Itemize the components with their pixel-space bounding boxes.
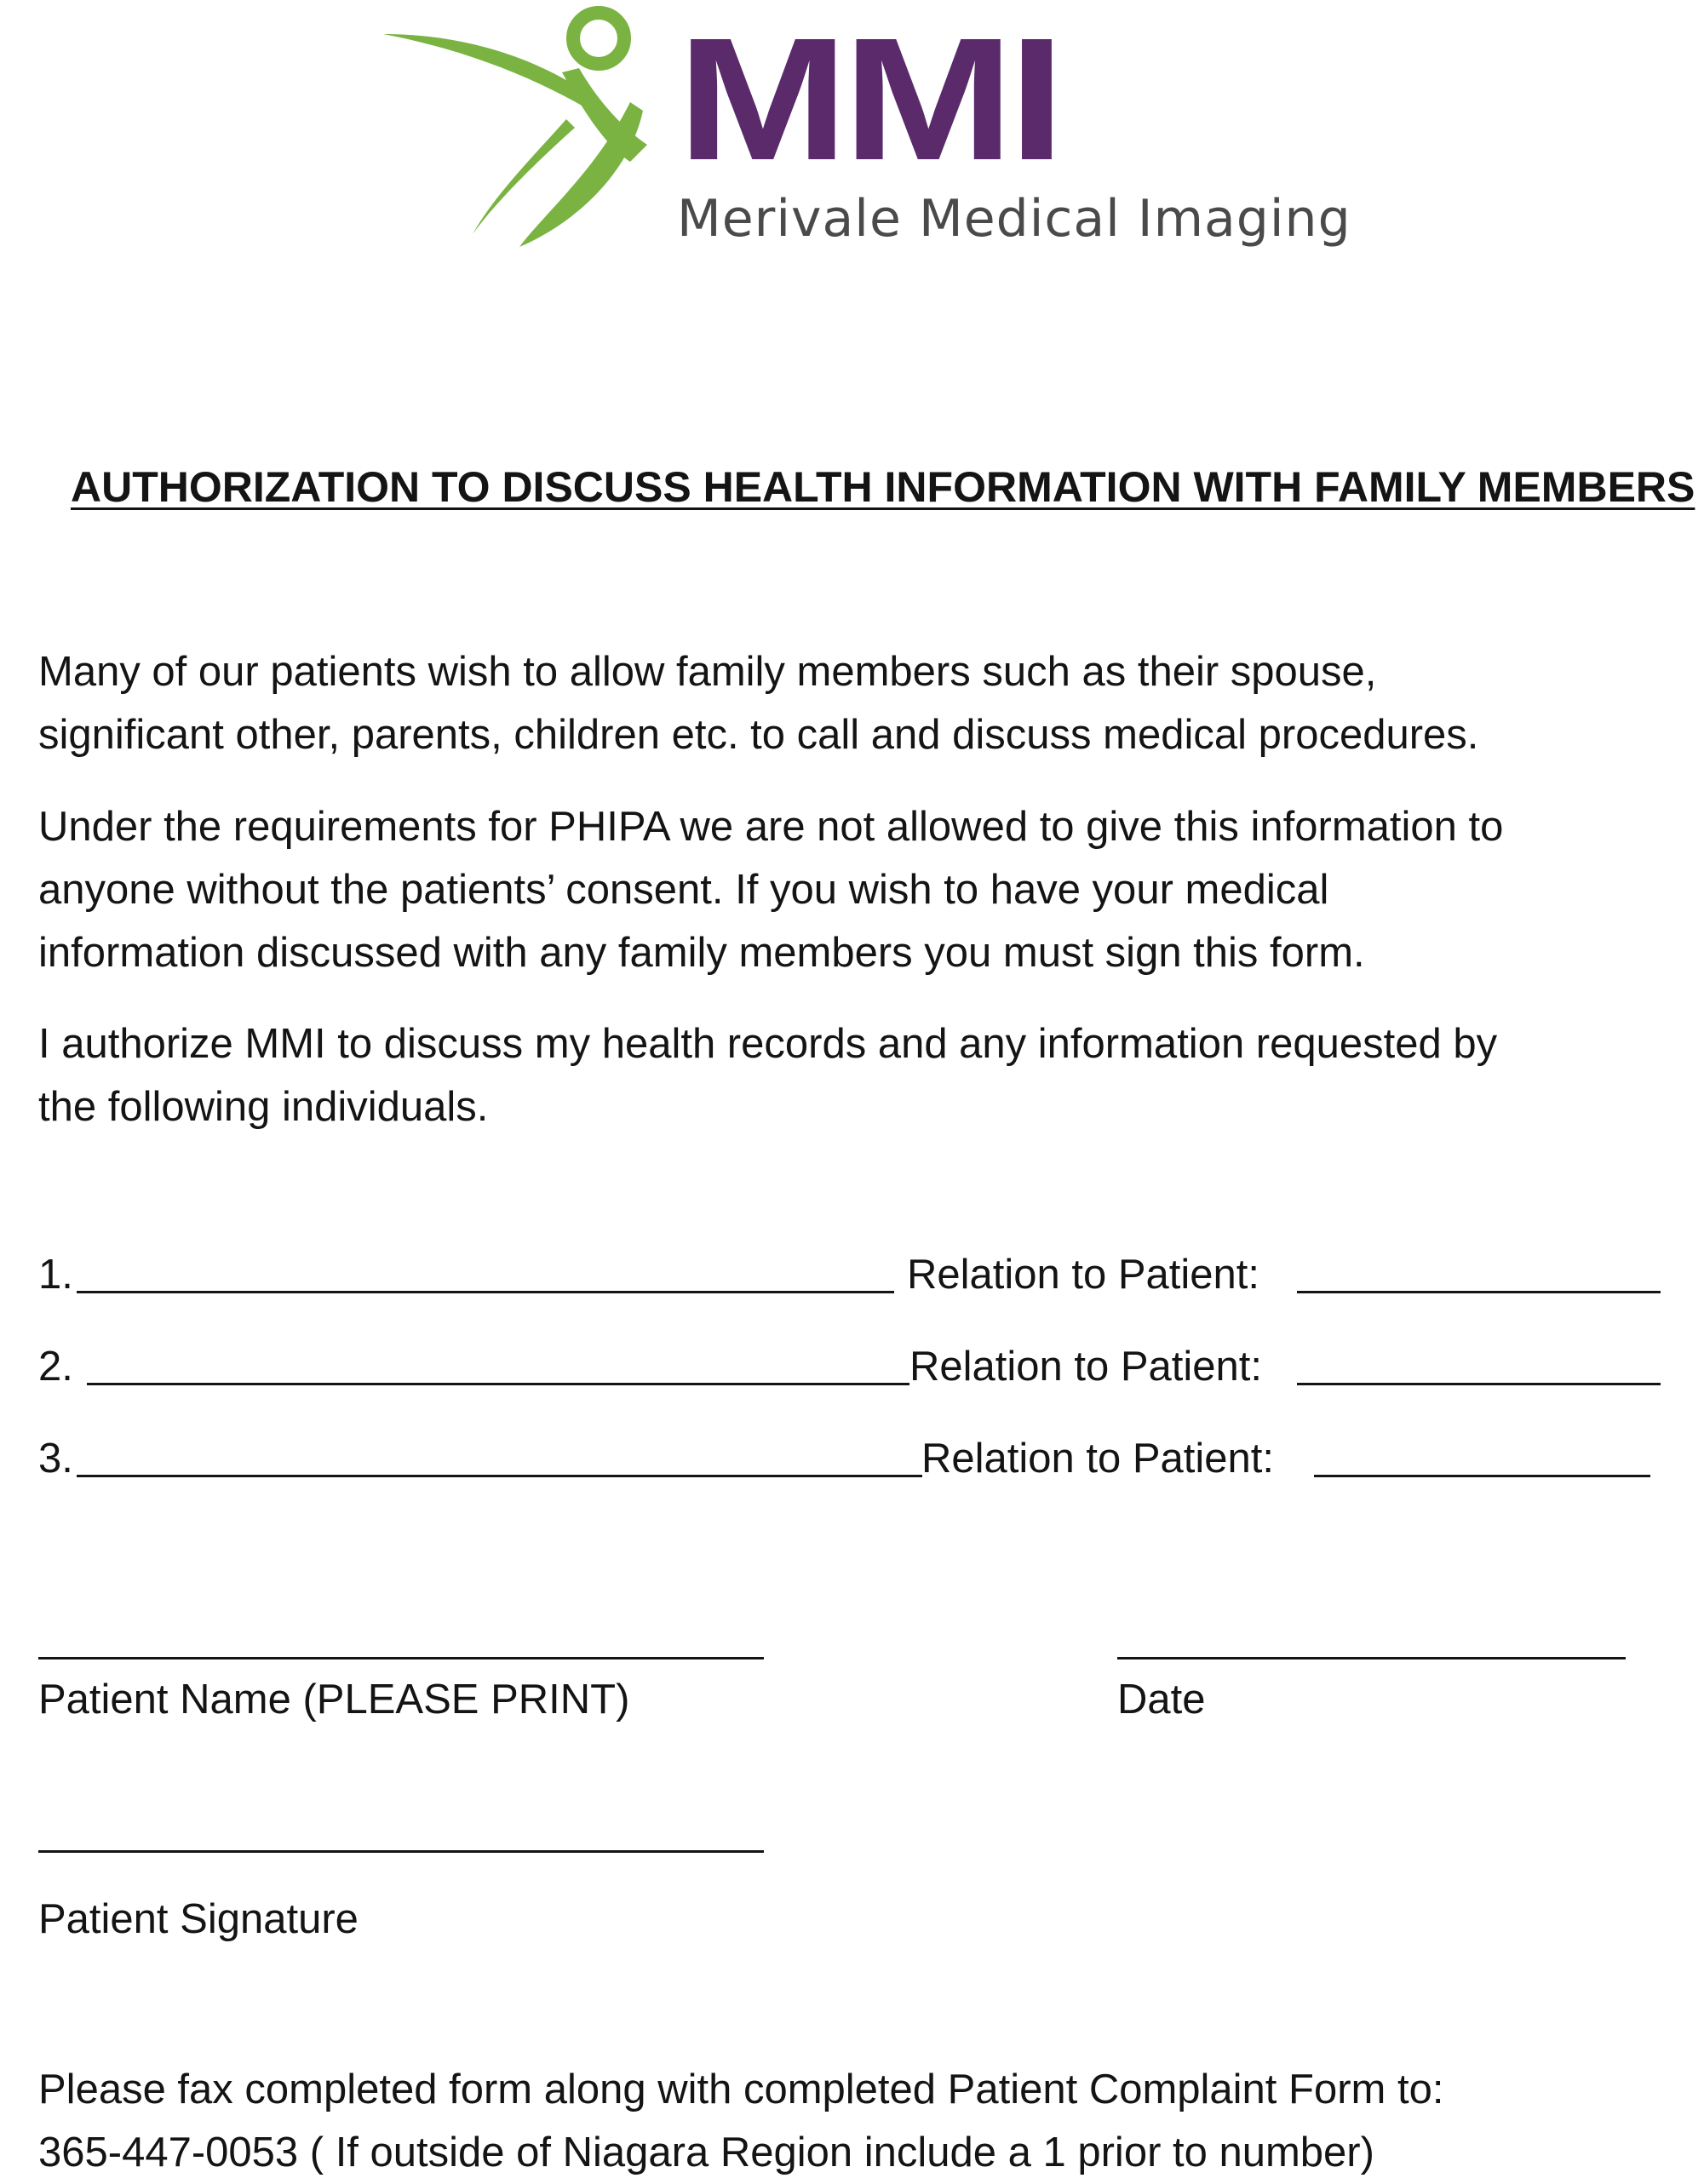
patient-name-label: Patient Name (PLEASE PRINT) [38, 1677, 630, 1723]
individual-number: 3. [38, 1436, 73, 1482]
paragraph-line: anyone without the patients’ consent. If you wish to have your medical [38, 867, 1329, 913]
individual-name-field-1[interactable] [77, 1291, 894, 1293]
logo-subtitle: Merivale Medical Imaging [677, 189, 1351, 249]
patient-signature-label: Patient Signature [38, 1896, 359, 1942]
patient-name-field[interactable] [38, 1657, 764, 1659]
individual-name-field-2[interactable] [87, 1383, 909, 1385]
relation-label: Relation to Patient: [909, 1344, 1263, 1390]
relation-field-1[interactable] [1297, 1291, 1661, 1293]
authorization-paragraph [38, 1012, 1656, 1138]
relation-label: Relation to Patient: [921, 1436, 1275, 1482]
relation-field-3[interactable] [1314, 1475, 1650, 1477]
fax-instructions-line: Please fax completed form along with completed Patient Complaint Form to: [38, 2066, 1444, 2112]
paragraph-line: significant other, parents, children etc. to call and discuss medical procedures. [38, 712, 1479, 758]
figure-swoosh-icon [375, 0, 681, 264]
individual-number: 2. [38, 1344, 73, 1390]
paragraph-line: information discussed with any family members you must sign this form. [38, 930, 1365, 976]
fax-instructions [38, 2058, 1656, 2184]
individual-name-field-3[interactable] [77, 1475, 922, 1477]
mmi-logo [375, 0, 1351, 264]
paragraph-line: Under the requirements for PHIPA we are not allowed to give this information to [38, 804, 1504, 850]
individual-number: 1. [38, 1252, 73, 1298]
paragraph-line: Many of our patients wish to allow family members such as their spouse, [38, 649, 1377, 695]
form-title: AUTHORIZATION TO DISCUSS HEALTH INFORMATION WITH FAMILY MEMBERS [71, 463, 1695, 511]
paragraph-line: I authorize MMI to discuss my health records and any information requested by [38, 1021, 1498, 1067]
date-label: Date [1117, 1677, 1206, 1723]
relation-field-2[interactable] [1297, 1383, 1661, 1385]
patient-signature-field[interactable] [38, 1850, 764, 1853]
date-field[interactable] [1117, 1657, 1626, 1659]
fax-number-line: 365-447-0053 ( If outside of Niagara Region include a 1 prior to number) [38, 2130, 1374, 2175]
phipa-paragraph [38, 795, 1656, 984]
paragraph-line: the following individuals. [38, 1084, 489, 1130]
intro-paragraph [38, 640, 1656, 766]
logo-mmi-text: MMI [677, 2, 1059, 197]
relation-label: Relation to Patient: [907, 1252, 1260, 1298]
